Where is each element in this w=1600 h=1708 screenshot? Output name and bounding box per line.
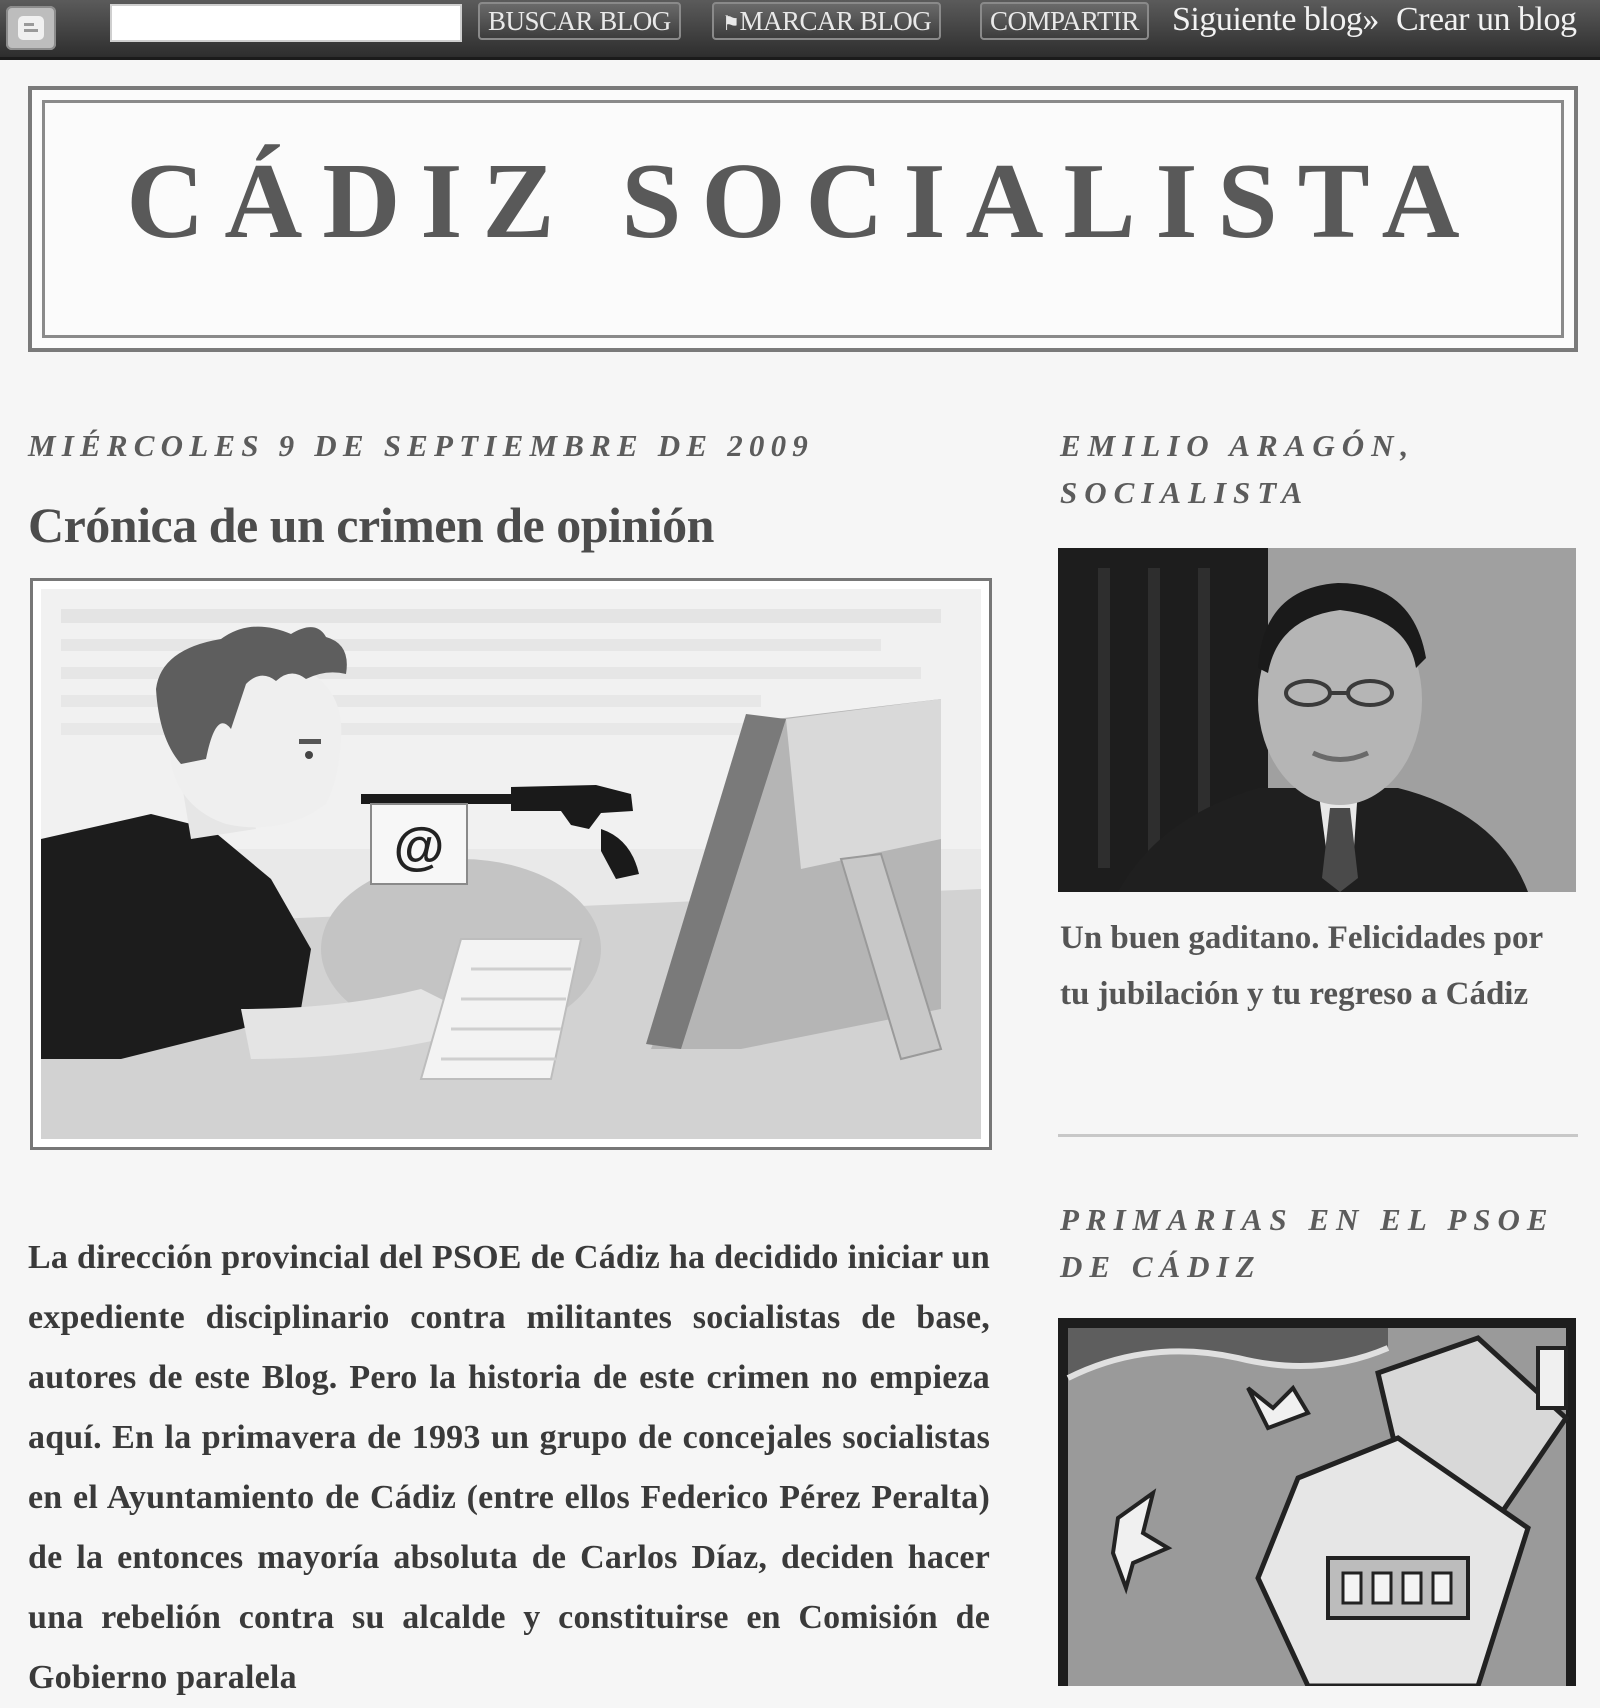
blogger-navbar	[0, 0, 1600, 60]
primarias-illustration	[1058, 1318, 1576, 1686]
post-date: MIÉRCOLES 9 DE SEPTIEMBRE DE 2009	[28, 428, 815, 463]
emilio-aragon-photo[interactable]	[1058, 548, 1576, 892]
bookmark-blog-button[interactable]	[712, 2, 941, 40]
post-illustration	[41, 589, 981, 1139]
flag-icon: ⚑	[722, 13, 740, 35]
blog-header-inner-border	[42, 100, 1564, 338]
sidebar-divider	[1058, 1134, 1578, 1137]
share-button[interactable]: COMPARTIR	[980, 2, 1149, 40]
bookmark-blog-label: MARCAR BLOG	[739, 6, 932, 36]
emilio-aragon-caption: Un buen gaditano. Felicidades por tu jubilación y tu regreso a Cádiz	[1060, 920, 1543, 1012]
blog-search-input[interactable]	[110, 4, 462, 42]
portrait-image	[1058, 548, 1576, 892]
post-image[interactable]	[30, 578, 992, 1150]
sidebar-widget-title-primarias: PRIMARIAS EN EL PSOE DE CÁDIZ	[1060, 1202, 1555, 1284]
post-body: La dirección provincial del PSOE de Cádiz ha decidido iniciar un expediente disciplinario contra militantes socialistas de base, autores de este Blog. Pero la historia de este crimen no empieza aquí. En la primavera de 1993 un grupo de concejales socialistas en el Ayuntamiento de Cádiz (entre ellos Federico Pérez Peralta) de la entonces mayoría absoluta de Carlos Díaz, deciden hacer una rebelión contra su alcalde y constituirse en Comisión de Gobierno paralela	[28, 1239, 990, 1696]
primarias-image[interactable]	[1058, 1318, 1576, 1686]
create-blog-link[interactable]: Crear un blog	[1396, 1, 1577, 38]
blog-title[interactable]: CÁDIZ SOCIALISTA	[126, 142, 1480, 261]
next-blog-link[interactable]: Siguiente blog»	[1172, 1, 1379, 38]
search-blog-button[interactable]: BUSCAR BLOG	[478, 2, 681, 40]
at-sign-badge: @	[393, 818, 445, 876]
post-title[interactable]: Crónica de un crimen de opinión	[28, 497, 714, 553]
blog-header	[28, 86, 1578, 352]
blogger-logo-icon[interactable]	[6, 6, 56, 50]
sidebar-widget-title-emilio: EMILIO ARAGÓN, SOCIALISTA	[1060, 428, 1416, 510]
